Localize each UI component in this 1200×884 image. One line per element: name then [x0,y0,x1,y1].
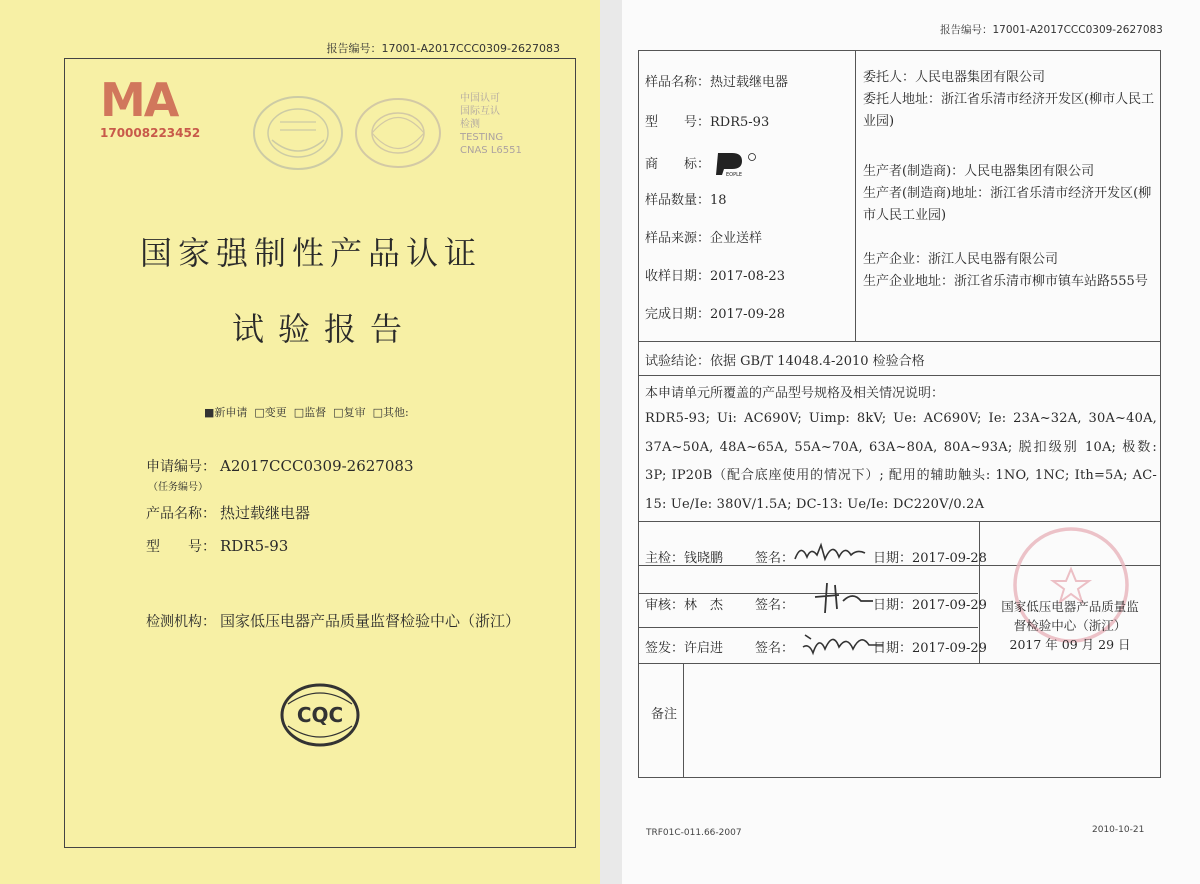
model-field [146,536,288,556]
sign-label: 签名： [755,598,795,613]
org-name-line: 国家低压电器产品质量监 [1001,599,1139,614]
completed-date-row [645,303,855,322]
cnas-line: TESTING [460,132,504,143]
cnas-line: 中国认可 [460,93,500,104]
checkbox-new[interactable]: ■ [204,406,215,419]
task-number-label: （任务编号） [148,482,208,493]
field-label: 委托人： [863,70,916,85]
field-value: 人民电器集团有限公司 [915,70,1046,85]
field-label: 试验结论： [645,354,711,369]
field-label: 样品数量： [645,193,711,208]
cnas-line: 检测 [460,119,480,130]
checkbox-label: 变更 [264,406,287,419]
test-conclusion [645,350,925,369]
checkbox-change[interactable]: □ [250,406,265,419]
brand-row [645,151,855,177]
maker-block [863,161,1155,227]
sample-name-row [645,71,855,90]
client-block [863,67,1155,133]
field-value: 2017-09-28 [710,307,785,322]
divider [855,51,856,341]
signer-role: 主检：钱晓鹏 [645,551,724,566]
sign-label: 签名： [755,551,795,566]
cqc-letters: CQC [296,703,344,727]
reviewer-signature [809,579,879,619]
spec-heading: 本申请单元所覆盖的产品型号规格及相关情况说明： [645,386,945,401]
field-label: 生产企业地址： [863,274,955,289]
field-value: 人民电器集团有限公司 [964,164,1095,179]
application-number-field [146,456,413,493]
field-label: 型 号： [146,539,216,555]
checkbox-label: 新申请 [214,406,248,419]
field-label: 生产者(制造商)： [863,164,965,179]
field-value: 浙江省乐清市经济开发区(柳市人民工业园) [863,186,1152,223]
cma-letters: MA [100,73,178,127]
field-value: 企业送样 [710,231,763,246]
factory-block [863,249,1155,293]
model-row [645,111,855,130]
field-value: 热过载继电器 [710,75,789,90]
field-value: 18 [710,193,727,208]
inspector-signature [791,537,869,569]
approver-signature [799,625,889,661]
checkbox-label: 复审 [343,406,366,419]
cover-title: 国家强制性产品认证 [140,234,483,272]
cover-subtitle: 试验报告 [232,310,417,348]
field-value: 浙江省乐清市柳市镇车站路555号 [954,274,1148,289]
report-form [638,50,1161,778]
checkbox-supervise[interactable]: □ [290,406,305,419]
field-label: 商 标： [645,156,711,172]
field-label: 生产企业： [863,252,929,267]
sheet-report-number: 报告编号：17001-A2017CCC0309-2627083 [940,24,1163,36]
lab-field [146,610,520,631]
signer-role: 审核：林 杰 [645,598,724,613]
report-sheet [622,0,1200,884]
cqc-logo [278,682,362,748]
field-value: 浙江人民电器有限公司 [928,252,1059,267]
cma-logo [100,73,201,146]
checkbox-label: 其他: [382,406,409,419]
received-date-row [645,265,855,284]
form-code: TRF01C-011.66-2007 [646,828,742,838]
field-label: 产品名称： [146,506,216,522]
divider [639,663,1160,664]
org-date: 2017 年 09 月 29 日 [1009,637,1131,652]
divider [639,521,1160,522]
product-name-field [146,502,310,523]
org-name-line: 督检验中心（浙江） [1013,618,1127,633]
checkbox-review[interactable]: □ [329,406,344,419]
field-label: 委托人地址： [863,92,942,107]
field-value: 国家低压电器产品质量监督检验中心（浙江） [220,612,521,630]
field-label: 生产者(制造商)地址： [863,186,991,201]
remarks-label: 备注 [651,707,678,722]
cnas-mark [460,92,560,157]
ilac-seal-icon [352,94,444,172]
sign-date: 日期：2017-09-28 [873,551,987,566]
brand-mark-text: EOPLE [726,172,743,177]
people-brand-logo [714,151,758,177]
spec-text: RDR5-93; Ui: AC690V; Uimp: 8kV; Ue: AC690V; Ie: 23A~32A, 30A~40A, 37A~50A, 48A~65A, 55A~70A, 63A~80A, 80A~93A; 脱扣级别 10A; 极数: 3P; IP20B（配合底座使用的情况下）; 配用的辅助触头: 1NO, 1NC; Ith=5A; AC-15: Ue/Ie: 380V/1.5A; DC-13: Ue/Ie: DC220V/0.2A [645,411,1157,512]
field-value: RDR5-93 [220,537,289,555]
sign-label: 签名： [755,641,795,656]
source-row [645,227,855,246]
divider [639,375,1160,376]
divider [683,663,684,777]
field-label: 样品来源： [645,231,711,246]
field-value: A2017CCC0309-2627083 [220,457,414,475]
field-label: 样品名称： [645,75,711,90]
cover-report-number: 报告编号：17001-A2017CCC0309-2627083 [326,42,560,55]
field-label: 完成日期： [645,307,711,322]
quantity-row [645,189,855,208]
issuing-organization [985,597,1155,654]
field-value: 2017-08-23 [710,269,785,284]
field-label: 申请编号： [146,459,216,475]
field-value: 浙江省乐清市经济开发区(柳市人民工业园) [863,92,1155,129]
divider [639,341,1160,342]
checkbox-other[interactable]: □ [369,406,383,419]
sign-date: 日期：2017-09-29 [873,598,987,613]
field-value: RDR5-93 [710,115,770,130]
field-label: 型 号： [645,115,711,130]
cnas-line: 国际互认 [460,106,500,117]
cma-number: 170008223452 [100,126,201,140]
field-value: 热过载继电器 [220,504,311,522]
application-type-checkboxes [204,404,409,420]
sign-date: 日期：2017-09-29 [873,641,987,656]
field-value: 依据 GB/T 14048.4-2010 检验合格 [710,354,925,369]
checkbox-label: 监督 [304,406,327,419]
cnas-line: CNAS L6551 [460,145,522,156]
form-date: 2010-10-21 [1092,825,1145,835]
field-label: 收样日期： [645,269,711,284]
field-label: 检测机构： [146,614,216,630]
cal-seal-icon [250,92,346,174]
signer-role: 签发：许启进 [645,641,724,656]
